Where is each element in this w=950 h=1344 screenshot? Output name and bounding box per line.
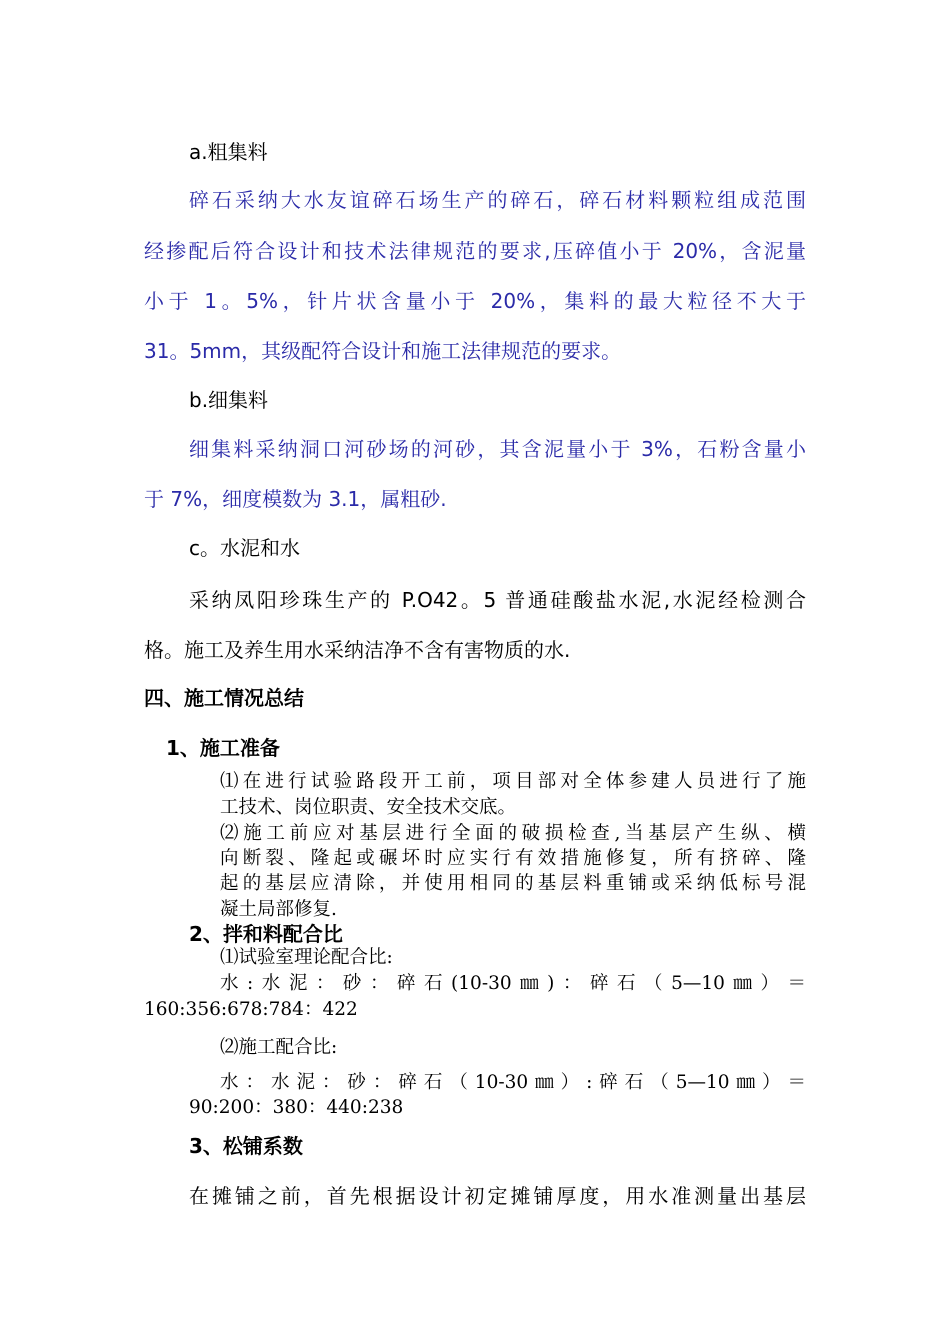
- section-c-heading: c。水泥和水: [189, 536, 300, 560]
- section-a-line-1: 碎石采纳大水友谊碎石场生产的碎石，碎石材料颗粒组成范围: [189, 188, 806, 212]
- section-c-line-2: 格。施工及养生用水采纳洁净不含有害物质的水.: [144, 638, 571, 662]
- section-a-heading: a.粗集料: [189, 140, 268, 164]
- section-b-heading: b.细集料: [189, 388, 269, 412]
- sub-1-line-2: 工技术、岗位职责、安全技术交底。: [220, 797, 517, 818]
- section-b-line-1: 细集料采纳洞口河砂场的河砂，其含泥量小于 3%，石粉含量小: [189, 437, 806, 461]
- section-c-line-1: 采纳凤阳珍珠生产的 P.O42。5 普通硅酸盐水泥,水泥经检测合: [189, 588, 806, 612]
- chapter-4-heading: 四、施工情况总结: [144, 686, 304, 710]
- sub-1-heading: 1、施工准备: [166, 736, 280, 760]
- sub-3-line-1: 在摊铺之前，首先根据设计初定摊铺厚度，用水准测量出基层: [189, 1184, 806, 1208]
- lab-mix-label: ⑴试验室理论配合比:: [220, 947, 393, 968]
- section-a-line-3: 小于 1。5%，针片状含量小于 20%，集料的最大粒径不大于: [144, 289, 806, 313]
- sub-1-line-3: ⑵施工前应对基层进行全面的破损检查,当基层产生纵、横: [220, 823, 806, 844]
- lab-mix-line-1: 水:水泥：砂：碎石(10-30㎜)：碎石（5—10㎜）＝: [220, 973, 806, 994]
- sub-3-heading: 3、松铺系数: [189, 1134, 303, 1158]
- lab-mix-line-2: 160:356:678:784：422: [144, 999, 358, 1020]
- section-a-line-4: 31。5mm，其级配符合设计和施工法律规范的要求。: [144, 339, 622, 363]
- field-mix-label: ⑵施工配合比:: [220, 1037, 338, 1058]
- sub-1-line-6: 凝土局部修复.: [220, 899, 337, 920]
- sub-2-heading: 2、拌和料配合比: [189, 922, 343, 946]
- sub-1-line-1: ⑴在进行试验路段开工前，项目部对全体参建人员进行了施: [220, 771, 806, 792]
- sub-1-line-5: 起的基层应清除，并使用相同的基层料重铺或采纳低标号混: [220, 873, 806, 894]
- sub-1-line-4: 向断裂、隆起或碾坏时应实行有效措施修复，所有挤碎、隆: [220, 848, 806, 869]
- field-mix-line-1: 水：水泥：砂：碎石（10-30㎜）:碎石（5—10㎜）＝: [220, 1072, 806, 1093]
- section-a-line-2: 经掺配后符合设计和技术法律规范的要求,压碎值小于 20%，含泥量: [144, 239, 806, 263]
- field-mix-line-2: 90:200：380：440:238: [189, 1097, 404, 1118]
- section-b-line-2: 于 7%，细度模数为 3.1，属粗砂.: [144, 487, 447, 511]
